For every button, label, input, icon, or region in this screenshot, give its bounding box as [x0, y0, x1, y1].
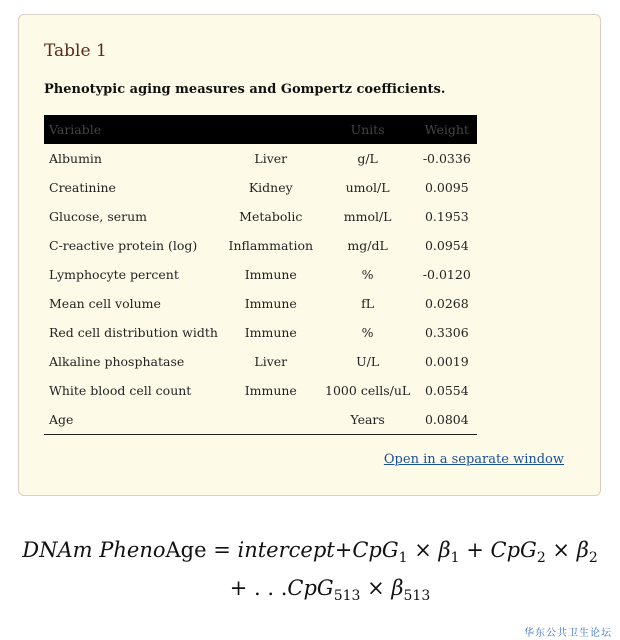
- open-in-separate-window-link[interactable]: Open in a separate window: [383, 452, 564, 467]
- watermark-text: 华东公共卫生论坛: [524, 628, 612, 639]
- cell-units: mg/dL: [347, 238, 388, 253]
- cell-units: mmol/L: [343, 209, 392, 224]
- cell-units: Years: [319, 405, 417, 435]
- cell-weight: 0.1953: [424, 209, 469, 224]
- cell-system: Immune: [244, 267, 297, 282]
- formula-term: CpG: [490, 538, 537, 562]
- cell-system: Metabolic: [239, 209, 303, 224]
- aging-measures-table: [44, 115, 477, 435]
- formula-term: Age: [165, 538, 207, 562]
- table-row: [44, 347, 477, 376]
- cell-units: umol/L: [345, 180, 390, 195]
- cell-weight: 0.0954: [424, 238, 469, 253]
- formula-term: β: [391, 576, 404, 600]
- cell-weight: 0.0554: [424, 383, 469, 398]
- cell-system: Inflammation: [228, 238, 314, 253]
- cell-weight: 0.3306: [424, 325, 469, 340]
- cell-units: %: [361, 267, 374, 282]
- formula-operator: =: [206, 538, 238, 562]
- cell-variable: Age: [44, 405, 223, 435]
- cell-variable: C-reactive protein (log): [49, 238, 198, 253]
- dnam-phenoage-formula: [0, 535, 620, 611]
- formula-subscript: 2: [536, 550, 546, 566]
- cell-system: [223, 405, 319, 435]
- cell-system: Immune: [244, 325, 297, 340]
- cell-variable: Glucose, serum: [49, 209, 148, 224]
- cell-weight: -0.0336: [422, 151, 471, 166]
- cell-variable: Lymphocyte percent: [49, 267, 179, 282]
- formula-term: Pheno: [99, 538, 166, 562]
- column-header-units: Units: [350, 122, 385, 137]
- cell-system: Liver: [254, 354, 288, 369]
- cell-units: U/L: [356, 354, 380, 369]
- cell-variable: Albumin: [49, 151, 102, 166]
- table-row: [44, 289, 477, 318]
- formula-term: CpG: [352, 538, 399, 562]
- formula-operator: +: [459, 538, 491, 562]
- cell-units: g/L: [357, 151, 378, 166]
- formula-term: CpG: [287, 576, 334, 600]
- table-title: Table 1: [44, 41, 107, 61]
- formula-line-2: [0, 573, 620, 611]
- table-caption: Phenotypic aging measures and Gompertz coefficients.: [44, 82, 446, 97]
- cell-system: Kidney: [248, 180, 293, 195]
- formula-operator: +: [334, 538, 353, 562]
- formula-subscript: 513: [333, 588, 361, 604]
- column-header-weight: Weight: [424, 122, 469, 137]
- table-row: [44, 260, 477, 289]
- cell-variable: Creatinine: [49, 180, 116, 195]
- formula-term: β: [576, 538, 589, 562]
- cell-weight: 0.0804: [417, 405, 477, 435]
- table-row: [44, 144, 477, 173]
- cell-variable: Mean cell volume: [49, 296, 161, 311]
- formula-operator: ×: [545, 538, 577, 562]
- table-row: [44, 202, 477, 231]
- column-header-system: [223, 115, 319, 144]
- formula-subscript: 2: [588, 550, 598, 566]
- cell-weight: -0.0120: [422, 267, 471, 282]
- cell-system: Immune: [244, 383, 297, 398]
- cell-weight: 0.0095: [424, 180, 469, 195]
- table-row: [44, 405, 477, 435]
- cell-units: %: [361, 325, 374, 340]
- cell-variable: Red cell distribution width: [49, 325, 218, 340]
- formula-term: β: [438, 538, 451, 562]
- formula-subscript: 1: [398, 550, 408, 566]
- formula-term: DNAm: [22, 538, 93, 562]
- table-row: [44, 231, 477, 260]
- cell-variable: Alkaline phosphatase: [49, 354, 185, 369]
- table-row: [44, 318, 477, 347]
- formula-operator: + . . .: [229, 576, 288, 600]
- cell-units: fL: [361, 296, 375, 311]
- table-row: [44, 173, 477, 202]
- table-card: [18, 14, 601, 496]
- formula-term: intercept: [237, 538, 335, 562]
- column-header-variable: Variable: [49, 122, 102, 137]
- formula-line-1: [0, 535, 620, 573]
- cell-system: Immune: [244, 296, 297, 311]
- cell-variable: White blood cell count: [49, 383, 192, 398]
- cell-units: 1000 cells/uL: [325, 383, 411, 398]
- cell-system: Liver: [254, 151, 288, 166]
- formula-subscript: 513: [403, 588, 431, 604]
- formula-operator: ×: [407, 538, 439, 562]
- table-row: [44, 376, 477, 405]
- cell-weight: 0.0268: [424, 296, 469, 311]
- formula-subscript: 1: [450, 550, 460, 566]
- formula-operator: ×: [360, 576, 392, 600]
- table-header-row: [44, 115, 477, 144]
- cell-weight: 0.0019: [424, 354, 469, 369]
